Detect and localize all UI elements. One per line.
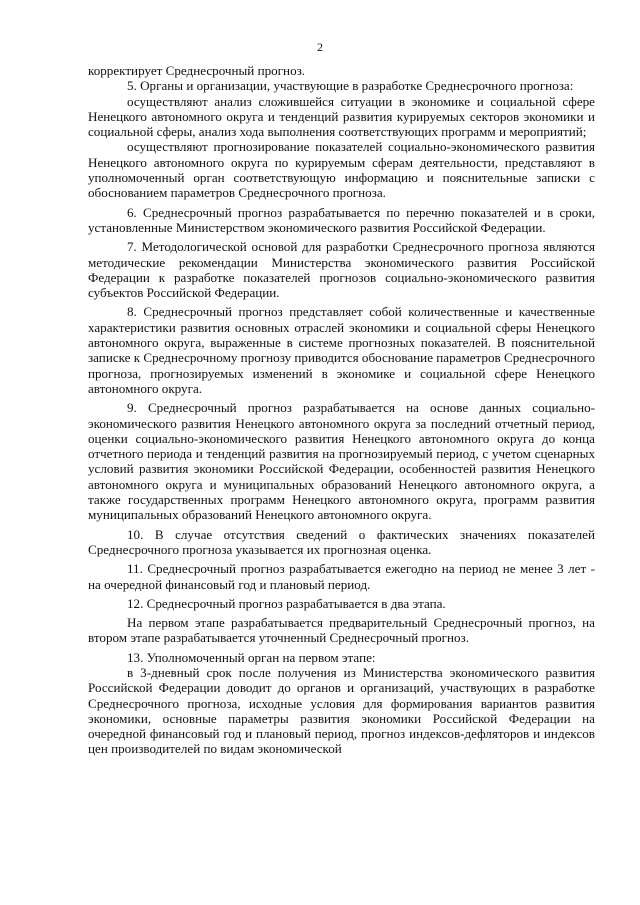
paragraph: 12. Среднесрочный прогноз разрабатывается в два этапа. xyxy=(127,595,446,611)
paragraph: 13. Уполномоченный орган на первом этапе: xyxy=(127,649,376,665)
paragraph: 6. Среднесрочный прогноз разрабатывается по перечню показателей и в сроки, установленные Министерством экономического развития Российской Федерации. xyxy=(88,204,595,235)
paragraph: в 3-дневный срок после получения из Министерства экономического развития Российской Федерации доводит до органов и организаций, участвующих в разработке Среднесрочного прогноза, исходные условия для формирования вариантов развития экономики, основные параметры развития экономики Российской Федерации на очередной финансовый год и плановый период, прогноз индексов-дефляторов и индексов цен производителей по видам экономической xyxy=(88,664,595,757)
paragraph: 10. В случае отсутствия сведений о фактических значениях показателей Среднесрочного прогноза указывается их прогнозная оценка. xyxy=(88,526,595,557)
paragraph: корректирует Среднесрочный прогноз. xyxy=(88,63,306,78)
paragraph: 5. Органы и организации, участвующие в разработке Среднесрочного прогноза: xyxy=(127,78,574,94)
paragraph: 8. Среднесрочный прогноз представляет собой количественные и качественные характеристики развития основных отраслей экономики и социальной сферы Ненецкого автономного округа, выраженные в системе прогнозных показателей. В пояснительной записке к Среднесрочному прогнозу приводится обоснование параметров Среднесрочного прогноза, прогнозируемых изменений в экономике и социальной сфере Ненецкого автономного округа. xyxy=(88,304,596,396)
paragraph: 9. Среднесрочный прогноз разрабатывается на основе данных социально-экономического развития Ненецкого автономного округа за последний отчетный период, оценки социально-экономического развития Ненецкого автономного округа до конца отчетного периода и тенденций развития на прогнозируемый период, с учетом сценарных условий развития экономики Российской Федерации, особенностей развития Ненецкого автономного округа и муниципальных образований Ненецкого автономного округа, а также государственных программ Ненецкого автономного округа, программ развития муниципальных образований Ненецкого автономного округа. xyxy=(88,400,595,523)
paragraph: 7. Методологической основой для разработки Среднесрочного прогноза являются методические рекомендации Министерства экономического развития Российской Федерации к разработке показателей прогнозов социально-экономического развития субъектов Российской Федерации. xyxy=(88,239,595,301)
paragraph: осуществляют анализ сложившейся ситуации в экономике и социальной сфере Ненецкого автономного округа и тенденций развития курируемых секторов экономики и социальной сферы, анализ хода выполнения соответствующих программ и мероприятий; xyxy=(88,93,595,140)
document-body xyxy=(88,63,595,757)
paragraph: На первом этапе разрабатывается предварительный Среднесрочный прогноз, на втором этапе разрабатывается уточненный Среднесрочный прогноз. xyxy=(88,615,595,646)
paragraph: осуществляют прогнозирование показателей социально-экономического развития Ненецкого автономного округа по курируемым сферам деятельности, представляют в уполномоченный орган соответствующую информацию и пояснительные записки с обоснованием параметров Среднесрочного прогноза. xyxy=(88,139,595,201)
page-number: 2 xyxy=(317,40,323,54)
paragraph: 11. Среднесрочный прогноз разрабатывается ежегодно на период не менее 3 лет - на очередной финансовый год и плановый период. xyxy=(88,561,595,592)
